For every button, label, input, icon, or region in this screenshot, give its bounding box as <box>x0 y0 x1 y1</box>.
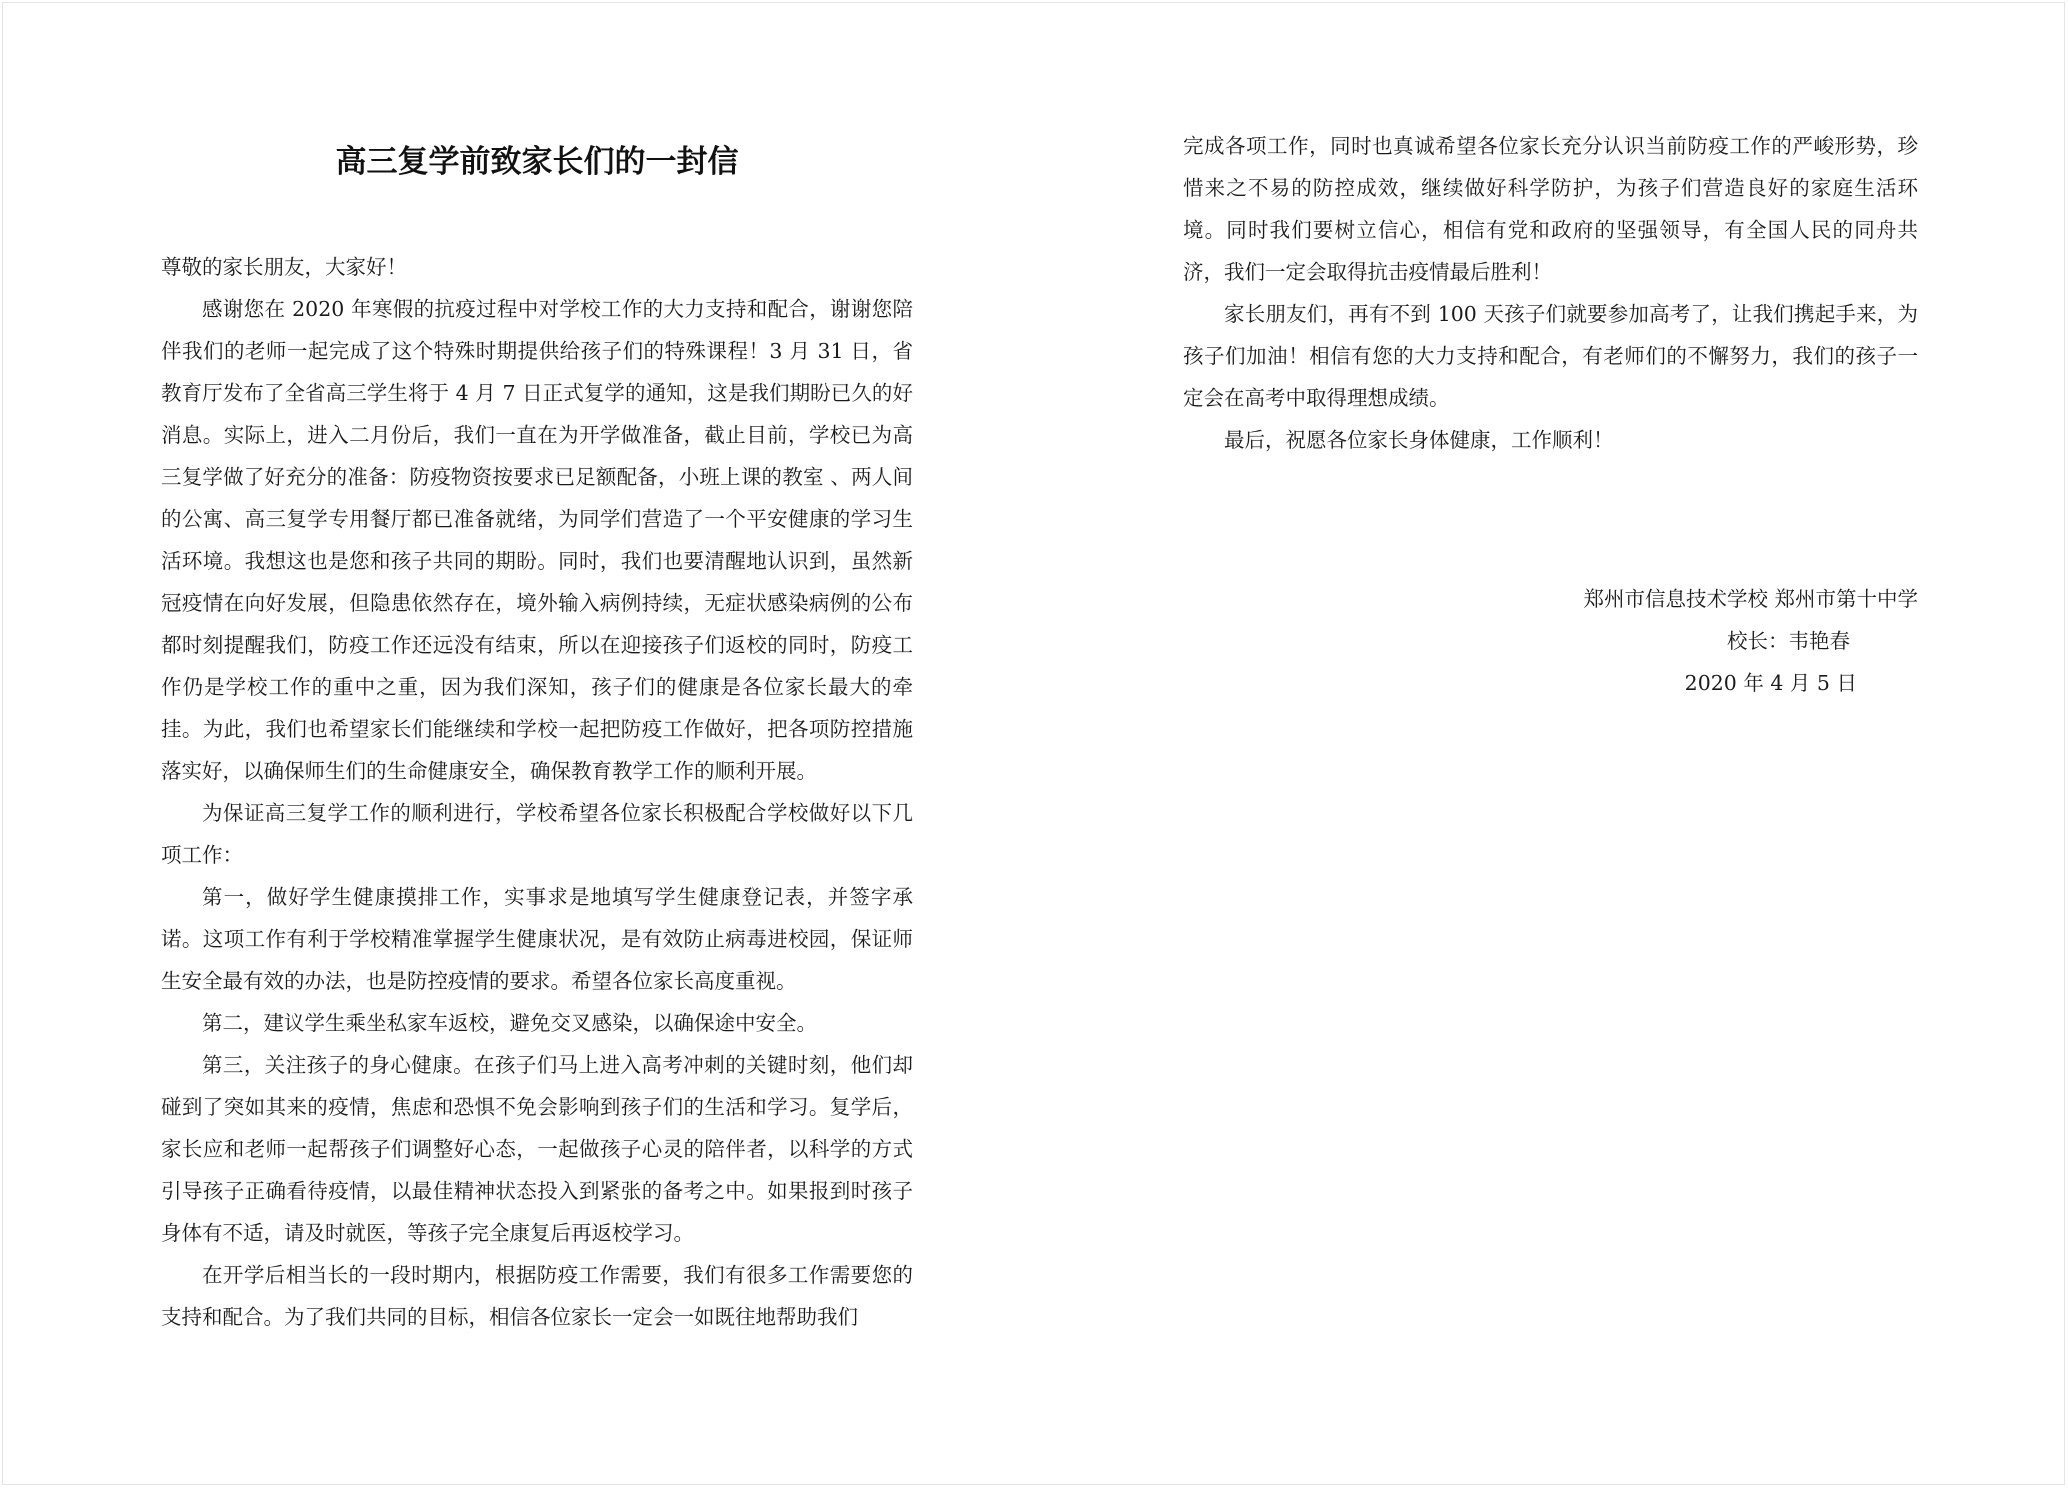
document-frame <box>2 2 2065 1485</box>
paragraph-continuation: 完成各项工作，同时也真诚希望各位家长充分认识当前防疫工作的严峻形势，珍惜来之不易的防控成效，继续做好科学防护，为孩子们营造良好的家庭生活环境。同时我们要树立信心，相信有党和政府的坚强领导，有全国人民的同舟共济，我们一定会取得抗击疫情最后胜利！ <box>1183 134 1918 284</box>
paragraph-item-first: 第一，做好学生健康摸排工作，实事求是地填写学生健康登记表，并签字承诺。这项工作有利于学校精准掌握学生健康状况，是有效防止病毒进校园，保证师生安全最有效的办法，也是防控疫情的要求。希望各位家长高度重视。 <box>161 885 913 993</box>
signature-principal: 校长：韦艳春 <box>1727 629 1850 653</box>
paragraph-requests-intro: 为保证高三复学工作的顺利进行，学校希望各位家长积极配合学校做好以下几项工作： <box>161 801 913 867</box>
letter-title: 高三复学前致家长们的一封信 <box>335 144 739 180</box>
signature-date: 2020 年 4 月 5 日 <box>1684 671 1857 695</box>
paragraph-encouragement: 家长朋友们，再有不到 100 天孩子们就要参加高考了，让我们携起手来，为孩子们加油！相信有您的大力支持和配合，有老师们的不懈努力，我们的孩子一定会在高考中取得理想成绩。 <box>1183 302 1918 410</box>
signature-schools: 郑州市信息技术学校 郑州市第十中学 <box>1583 587 1918 611</box>
left-page-body <box>161 246 913 1338</box>
signature-block <box>1498 578 1918 704</box>
paragraph-item-second: 第二，建议学生乘坐私家车返校，避免交叉感染，以确保途中安全。 <box>202 1011 817 1035</box>
right-page-body <box>1183 125 1918 461</box>
greeting: 尊敬的家长朋友，大家好！ <box>161 255 407 279</box>
paragraph-closing: 最后，祝愿各位家长身体健康，工作顺利！ <box>1224 428 1614 452</box>
paragraph-thanks: 感谢您在 2020 年寒假的抗疫过程中对学校工作的大力支持和配合，谢谢您陪伴我们的老师一起完成了这个特殊时期提供给孩子们的特殊课程！3 月 31 日，省教育厅发布了全省高三学生将于 4 月 7 日正式复学的通知，这是我们期盼已久的好消息。实际上，进入二月份后，我们一直在为开学做准备，截止目前，学校已为高三复学做了好充分的准备：防疫物资按要求已足额配备，小班上课的教室 、两人间的公寓、高三复学专用餐厅都已准备就绪，为同学们营造了一个平安健康的学习生活环境。我想这也是您和孩子共同的期盼。同时，我们也要清醒地认识到，虽然新冠疫情在向好发展，但隐患依然存在，境外输入病例持续，无症状感染病例的公布都时刻提醒我们，防疫工作还远没有结束，所以在迎接孩子们返校的同时，防疫工作仍是学校工作的重中之重，因为我们深知，孩子们的健康是各位家长最大的牵挂。为此，我们也希望家长们能继续和学校一起把防疫工作做好，把各项防控措施落实好，以确保师生们的生命健康安全，确保教育教学工作的顺利开展。 <box>161 297 913 783</box>
paragraph-item-third: 第三，关注孩子的身心健康。在孩子们马上进入高考冲刺的关键时刻，他们却碰到了突如其来的疫情，焦虑和恐惧不免会影响到孩子们的生活和学习。复学后，家长应和老师一起帮孩子们调整好心态，一起做孩子心灵的陪伴者，以科学的方式引导孩子正确看待疫情，以最佳精神状态投入到紧张的备考之中。如果报到时孩子身体有不适，请及时就医，等孩子完全康复后再返校学习。 <box>161 1053 913 1245</box>
paragraph-support: 在开学后相当长的一段时期内，根据防疫工作需要，我们有很多工作需要您的支持和配合。为了我们共同的目标，相信各位家长一定会一如既往地帮助我们 <box>161 1263 913 1329</box>
